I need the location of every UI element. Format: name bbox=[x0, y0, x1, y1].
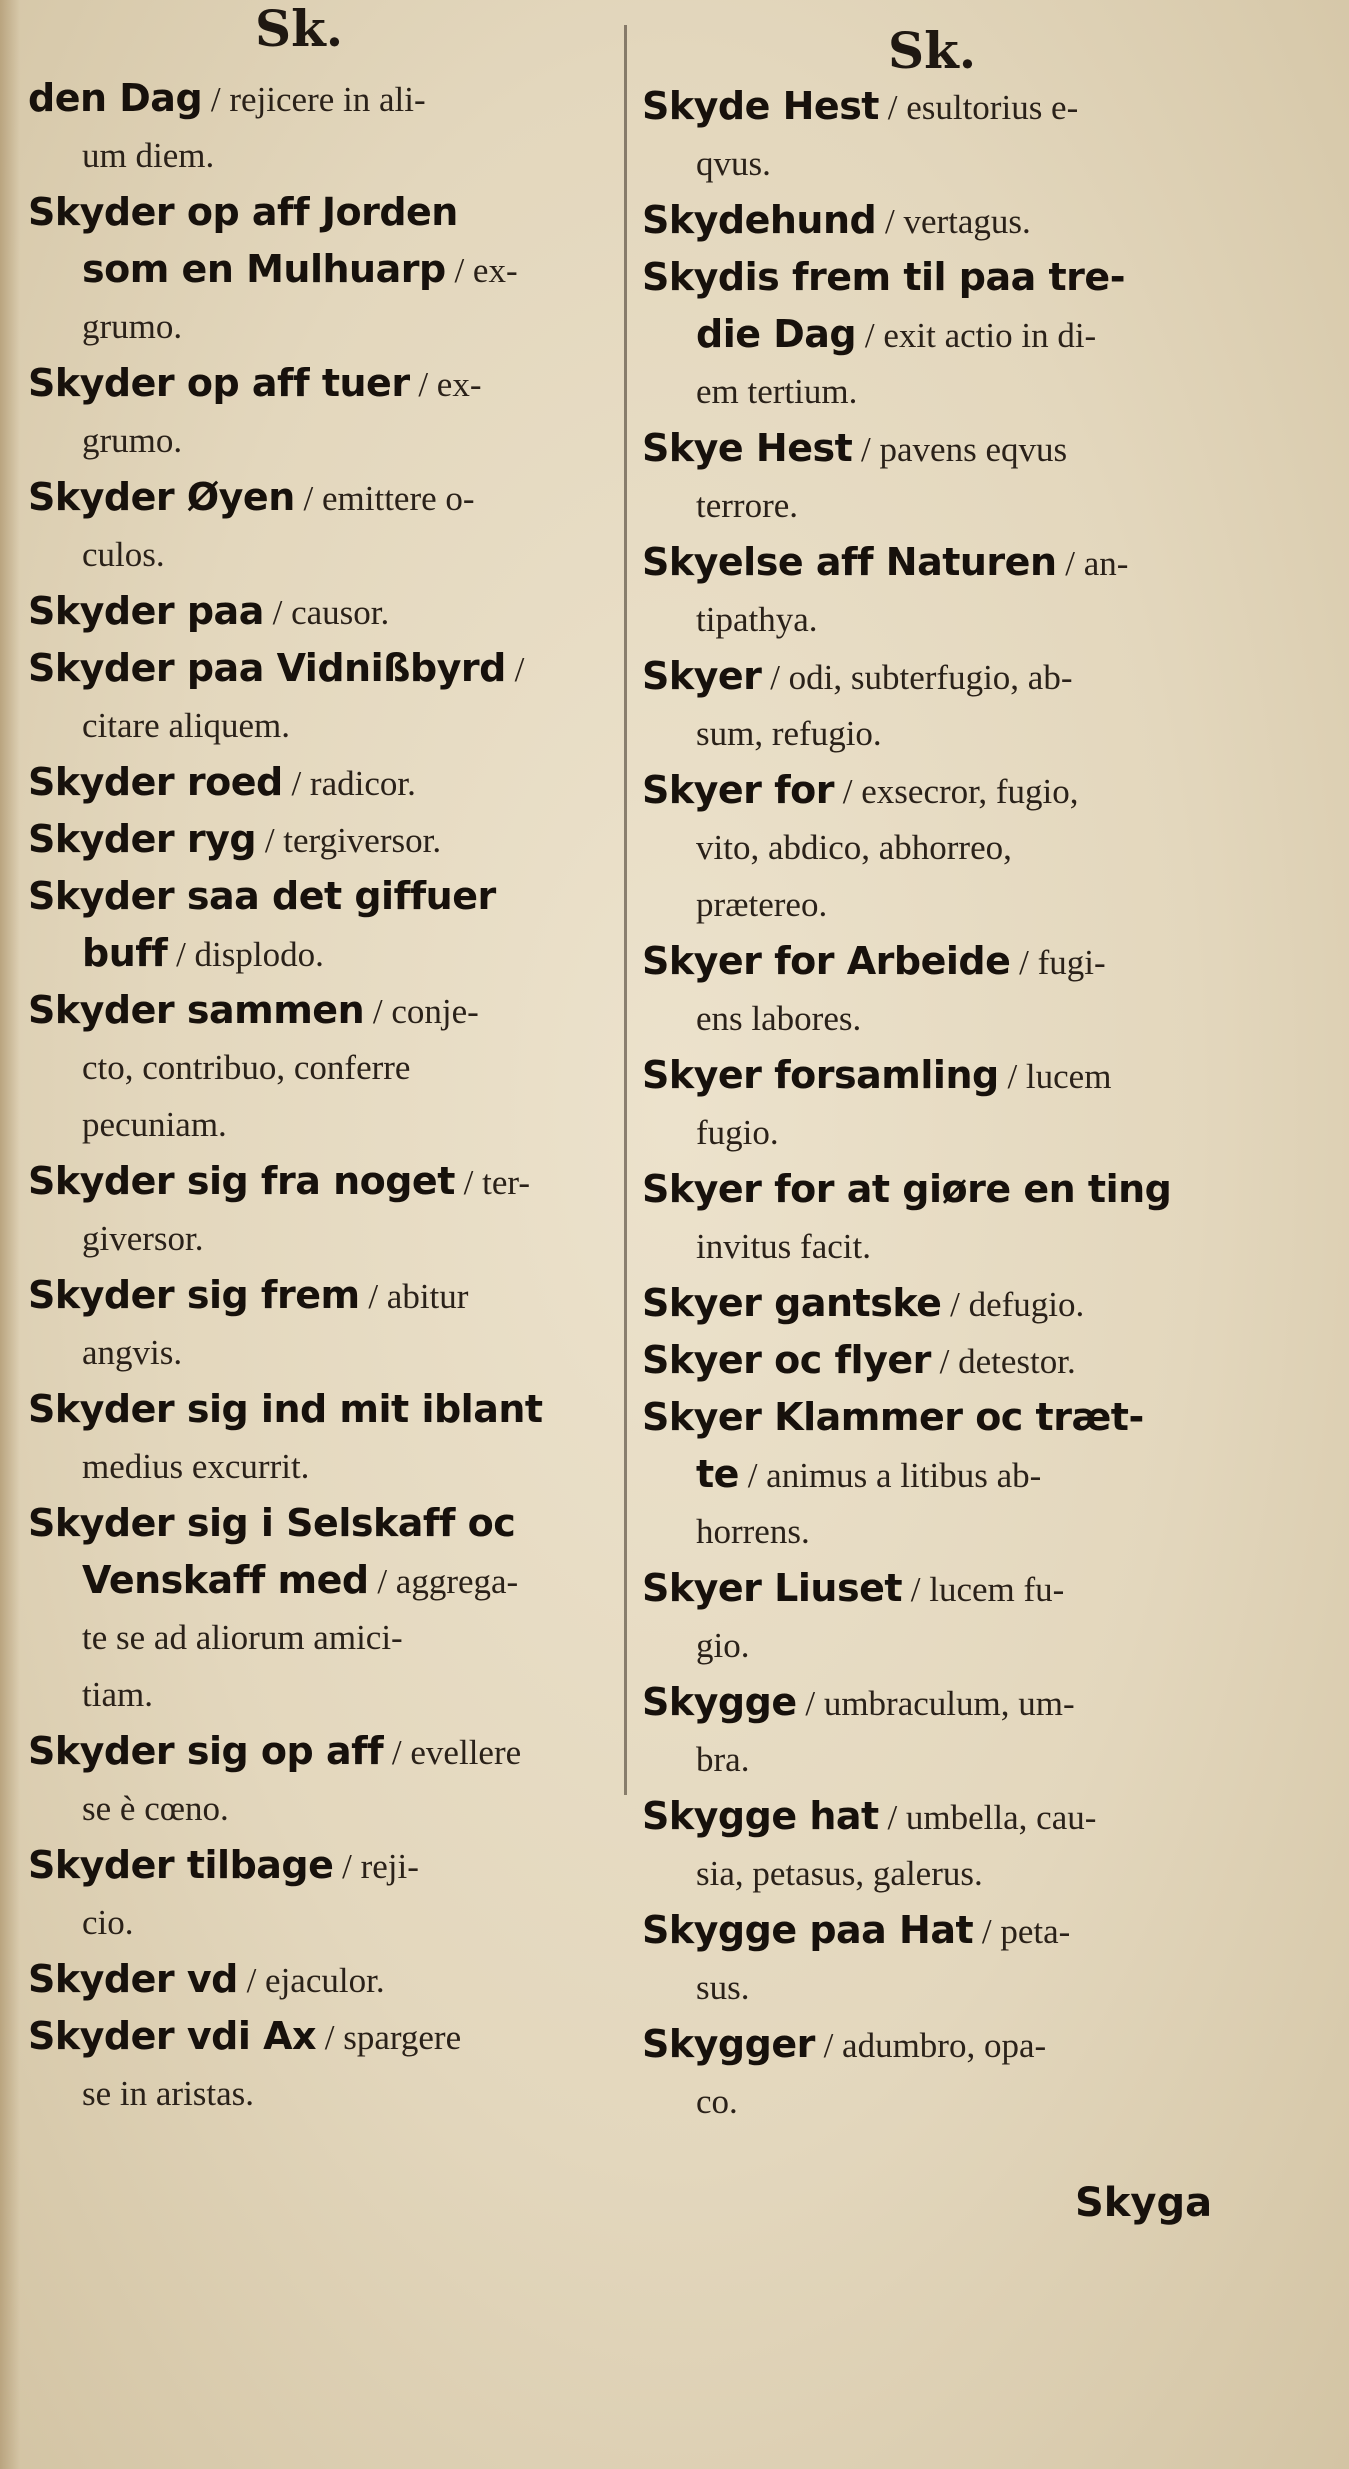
entry-headword: Venskaff med bbox=[82, 1558, 369, 1602]
entry-line bbox=[28, 1267, 613, 1324]
entry-line bbox=[28, 1552, 613, 1609]
entry-line bbox=[642, 591, 1242, 648]
entry-latin-gloss: / radicor. bbox=[282, 764, 416, 803]
dictionary-entry bbox=[642, 1161, 1242, 1275]
entry-line bbox=[28, 1894, 613, 1951]
entry-line bbox=[28, 526, 613, 583]
entry-headword: Skyder op aff Jorden bbox=[28, 190, 458, 234]
dictionary-entry bbox=[28, 754, 613, 811]
entry-latin-gloss: / aggrega- bbox=[368, 1562, 519, 1601]
entry-line bbox=[642, 1788, 1242, 1845]
entry-latin-gloss: gio. bbox=[696, 1626, 750, 1665]
entry-headword: Skyder sig op aff bbox=[28, 1729, 384, 1773]
dictionary-entry bbox=[28, 70, 613, 184]
entry-line bbox=[28, 1096, 613, 1153]
entry-latin-gloss: / odi, subterfugio, ab- bbox=[761, 658, 1073, 697]
dictionary-entry bbox=[28, 469, 613, 583]
entry-latin-gloss: tipathya. bbox=[696, 600, 818, 639]
entry-latin-gloss: angvis. bbox=[82, 1333, 183, 1372]
entry-headword: Skydehund bbox=[642, 198, 877, 242]
entry-headword: Skyer Liuset bbox=[642, 1566, 902, 1610]
dictionary-entry bbox=[642, 1332, 1242, 1389]
dictionary-entry bbox=[28, 184, 613, 355]
dictionary-entry bbox=[28, 1495, 613, 1723]
entry-line bbox=[28, 1324, 613, 1381]
dictionary-entry bbox=[642, 1788, 1242, 1902]
entry-headword: buff bbox=[82, 931, 168, 975]
entry-headword: Skyder sig fra noget bbox=[28, 1159, 455, 1203]
entry-latin-gloss: cto, contribuo, conferre bbox=[82, 1048, 411, 1087]
entry-latin-gloss: / detestor. bbox=[930, 1342, 1076, 1381]
entry-latin-gloss: invitus facit. bbox=[696, 1227, 871, 1266]
entry-latin-gloss: / an- bbox=[1056, 544, 1129, 583]
entry-line bbox=[28, 754, 613, 811]
entry-line bbox=[28, 355, 613, 412]
entry-headword: Skyer for bbox=[642, 768, 835, 812]
entry-line bbox=[642, 1617, 1242, 1674]
entry-latin-gloss: / exsecror, fugio, bbox=[834, 772, 1079, 811]
entry-line bbox=[642, 1104, 1242, 1161]
entry-line bbox=[642, 990, 1242, 1047]
entry-line bbox=[642, 1332, 1242, 1389]
entry-line bbox=[28, 1609, 613, 1666]
entry-headword: Skyder sig frem bbox=[28, 1273, 360, 1317]
entry-line bbox=[642, 306, 1242, 363]
entry-line bbox=[28, 1210, 613, 1267]
entry-latin-gloss: / abitur bbox=[359, 1277, 469, 1316]
dictionary-entry bbox=[28, 640, 613, 754]
entry-line bbox=[642, 363, 1242, 420]
entry-latin-gloss: giversor. bbox=[82, 1219, 204, 1258]
entry-latin-gloss: / displodo. bbox=[167, 935, 324, 974]
entry-latin-gloss: bra. bbox=[696, 1740, 750, 1779]
right-column bbox=[642, 78, 1242, 2130]
entry-headword: Skyder roed bbox=[28, 760, 283, 804]
entry-latin-gloss: / lucem bbox=[998, 1057, 1112, 1096]
entry-headword: Skye Hest bbox=[642, 426, 853, 470]
dictionary-entry bbox=[642, 648, 1242, 762]
entry-headword: Skyder Øyen bbox=[28, 475, 295, 519]
entry-line bbox=[642, 819, 1242, 876]
entry-line bbox=[28, 811, 613, 868]
entry-headword: Skyder op aff tuer bbox=[28, 361, 410, 405]
dictionary-entry bbox=[28, 355, 613, 469]
entry-line bbox=[28, 1495, 613, 1552]
entry-headword: Skyer for at giøre en ting bbox=[642, 1167, 1172, 1211]
dictionary-entry bbox=[28, 2008, 613, 2122]
entry-line bbox=[642, 420, 1242, 477]
entry-latin-gloss: tiam. bbox=[82, 1675, 153, 1714]
entry-line bbox=[642, 1902, 1242, 1959]
entry-line bbox=[642, 2016, 1242, 2073]
entry-headword: Skyde Hest bbox=[642, 84, 879, 128]
entry-line bbox=[642, 1047, 1242, 1104]
entry-headword: Skyder paa bbox=[28, 589, 264, 633]
dictionary-entry bbox=[28, 1153, 613, 1267]
entry-headword: Skyder sammen bbox=[28, 988, 365, 1032]
entry-headword: Skyer gantske bbox=[642, 1281, 942, 1325]
dictionary-entry bbox=[642, 534, 1242, 648]
entry-line bbox=[28, 640, 613, 697]
entry-latin-gloss: qvus. bbox=[696, 144, 771, 183]
page-edge-shadow bbox=[0, 0, 20, 2469]
entry-latin-gloss: se in aristas. bbox=[82, 2074, 255, 2113]
entry-headword: Skygge paa Hat bbox=[642, 1908, 974, 1952]
dictionary-entry bbox=[642, 933, 1242, 1047]
entry-line bbox=[642, 1218, 1242, 1275]
entry-line bbox=[28, 1381, 613, 1438]
dictionary-entry bbox=[642, 1389, 1242, 1560]
entry-latin-gloss: / causor. bbox=[263, 593, 390, 632]
dictionary-entry bbox=[28, 583, 613, 640]
dictionary-entry bbox=[642, 1560, 1242, 1674]
entry-latin-gloss: medius excurrit. bbox=[82, 1447, 310, 1486]
dictionary-entry bbox=[28, 982, 613, 1153]
entry-headword: Skyer Klammer oc træt- bbox=[642, 1395, 1144, 1439]
entry-line bbox=[642, 1161, 1242, 1218]
entry-line bbox=[28, 583, 613, 640]
entry-latin-gloss: co. bbox=[696, 2082, 738, 2121]
entry-headword: Skyer for Arbeide bbox=[642, 939, 1011, 983]
entry-headword: Skyder vd bbox=[28, 1957, 238, 2001]
entry-headword: Skyder vdi Ax bbox=[28, 2014, 316, 2058]
entry-latin-gloss: pecuniam. bbox=[82, 1105, 227, 1144]
entry-latin-gloss: se è cœno. bbox=[82, 1789, 229, 1828]
entry-latin-gloss: sum, refugio. bbox=[696, 714, 882, 753]
entry-latin-gloss: culos. bbox=[82, 535, 165, 574]
dictionary-entry bbox=[642, 1047, 1242, 1161]
entry-line bbox=[28, 70, 613, 127]
dictionary-entry bbox=[642, 762, 1242, 933]
dictionary-entry bbox=[642, 2016, 1242, 2130]
entry-headword: Skydis frem til paa tre- bbox=[642, 255, 1125, 299]
entry-line bbox=[642, 648, 1242, 705]
entry-line bbox=[28, 1039, 613, 1096]
dictionary-entry bbox=[642, 1674, 1242, 1788]
entry-latin-gloss: / bbox=[505, 650, 525, 689]
entry-latin-gloss: sus. bbox=[696, 1968, 750, 2007]
catchword: Skyga bbox=[1075, 2180, 1213, 2226]
entry-line bbox=[28, 1438, 613, 1495]
entry-line bbox=[642, 1959, 1242, 2016]
entry-line bbox=[642, 1275, 1242, 1332]
entry-line bbox=[28, 868, 613, 925]
dictionary-entry bbox=[28, 868, 613, 982]
entry-line bbox=[642, 534, 1242, 591]
entry-headword: den Dag bbox=[28, 76, 203, 120]
entry-headword: die Dag bbox=[696, 312, 857, 356]
entry-line bbox=[28, 241, 613, 298]
entry-line bbox=[642, 1389, 1242, 1446]
entry-line bbox=[28, 697, 613, 754]
entry-line bbox=[642, 78, 1242, 135]
entry-latin-gloss: sia, petasus, galerus. bbox=[696, 1854, 983, 1893]
entry-line bbox=[642, 249, 1242, 306]
dictionary-entry bbox=[28, 1723, 613, 1837]
entry-line bbox=[28, 184, 613, 241]
dictionary-entry bbox=[28, 1837, 613, 1951]
dictionary-entry bbox=[28, 1267, 613, 1381]
entry-line bbox=[28, 1153, 613, 1210]
entry-headword: Skyelse aff Naturen bbox=[642, 540, 1057, 584]
entry-line bbox=[642, 1731, 1242, 1788]
entry-line bbox=[28, 1666, 613, 1723]
entry-line bbox=[642, 1845, 1242, 1902]
entry-line bbox=[28, 1837, 613, 1894]
entry-latin-gloss: horrens. bbox=[696, 1512, 810, 1551]
entry-headword: Skygge hat bbox=[642, 1794, 879, 1838]
entry-line bbox=[642, 762, 1242, 819]
dictionary-entry bbox=[642, 192, 1242, 249]
entry-latin-gloss: citare aliquem. bbox=[82, 706, 290, 745]
dictionary-entry bbox=[28, 1381, 613, 1495]
entry-line bbox=[642, 1503, 1242, 1560]
entry-headword: Skyder tilbage bbox=[28, 1843, 334, 1887]
entry-latin-gloss: terrore. bbox=[696, 486, 799, 525]
entry-headword: som en Mulhuarp bbox=[82, 247, 446, 291]
entry-latin-gloss: / defugio. bbox=[941, 1285, 1085, 1324]
entry-line bbox=[28, 925, 613, 982]
entry-latin-gloss: / peta- bbox=[973, 1912, 1071, 1951]
entry-latin-gloss: fugio. bbox=[696, 1113, 779, 1152]
left-column bbox=[28, 70, 613, 2122]
running-header-left: Sk. bbox=[255, 0, 344, 58]
entry-latin-gloss: / esultorius e- bbox=[878, 88, 1079, 127]
entry-headword: Skyder paa Vidnißbyrd bbox=[28, 646, 506, 690]
entry-headword: Skyer forsamling bbox=[642, 1053, 999, 1097]
dictionary-entry bbox=[642, 249, 1242, 420]
entry-line bbox=[28, 127, 613, 184]
entry-latin-gloss: ens labores. bbox=[696, 999, 862, 1038]
dictionary-entry bbox=[28, 1951, 613, 2008]
entry-latin-gloss: grumo. bbox=[82, 307, 183, 346]
entry-line bbox=[28, 1780, 613, 1837]
entry-latin-gloss: / evellere bbox=[383, 1733, 522, 1772]
entry-latin-gloss: um diem. bbox=[82, 136, 215, 175]
entry-latin-gloss: / umbraculum, um- bbox=[796, 1684, 1075, 1723]
entry-latin-gloss: / vertagus. bbox=[876, 202, 1031, 241]
entry-latin-gloss: / fugi- bbox=[1010, 943, 1106, 982]
dictionary-entry bbox=[642, 1902, 1242, 2016]
entry-headword: Skyer oc flyer bbox=[642, 1338, 931, 1382]
entry-line bbox=[642, 876, 1242, 933]
entry-latin-gloss: vito, abdico, abhorreo, bbox=[696, 828, 1012, 867]
entry-line bbox=[642, 192, 1242, 249]
entry-line bbox=[28, 1951, 613, 2008]
entry-latin-gloss: / ex- bbox=[409, 365, 482, 404]
entry-latin-gloss: / exit actio in di- bbox=[856, 316, 1097, 355]
entry-headword: Skyer bbox=[642, 654, 762, 698]
entry-line bbox=[28, 412, 613, 469]
entry-line bbox=[28, 2065, 613, 2122]
entry-latin-gloss: / spargere bbox=[316, 2018, 462, 2057]
entry-line bbox=[642, 705, 1242, 762]
entry-latin-gloss: cio. bbox=[82, 1903, 134, 1942]
entry-line bbox=[642, 135, 1242, 192]
entry-headword: Skyder sig i Selskaff oc bbox=[28, 1501, 516, 1545]
entry-latin-gloss: em tertium. bbox=[696, 372, 858, 411]
entry-latin-gloss: / emittere o- bbox=[294, 479, 475, 518]
entry-headword: te bbox=[696, 1452, 739, 1496]
entry-line bbox=[642, 477, 1242, 534]
entry-line bbox=[642, 2073, 1242, 2130]
entry-latin-gloss: / umbella, cau- bbox=[878, 1798, 1097, 1837]
entry-latin-gloss: / adumbro, opa- bbox=[814, 2026, 1047, 2065]
entry-latin-gloss: / ex- bbox=[445, 251, 518, 290]
entry-headword: Skygger bbox=[642, 2022, 815, 2066]
entry-latin-gloss: prætereo. bbox=[696, 885, 828, 924]
entry-headword: Skyder saa det giffuer bbox=[28, 874, 496, 918]
entry-line bbox=[642, 1560, 1242, 1617]
entry-latin-gloss: / animus a litibus ab- bbox=[738, 1456, 1042, 1495]
running-header-right: Sk. bbox=[888, 21, 977, 80]
entry-headword: Skyder ryg bbox=[28, 817, 257, 861]
entry-line bbox=[28, 1723, 613, 1780]
entry-line bbox=[642, 1446, 1242, 1503]
entry-headword: Skygge bbox=[642, 1680, 797, 1724]
entry-line bbox=[28, 2008, 613, 2065]
entry-latin-gloss: / tergiversor. bbox=[256, 821, 442, 860]
entry-latin-gloss: / ter- bbox=[454, 1163, 530, 1202]
entry-latin-gloss: te se ad aliorum amici- bbox=[82, 1618, 403, 1657]
entry-latin-gloss: grumo. bbox=[82, 421, 183, 460]
entry-latin-gloss: / reji- bbox=[333, 1847, 419, 1886]
dictionary-entry bbox=[642, 78, 1242, 192]
entry-latin-gloss: / pavens eqvus bbox=[852, 430, 1068, 469]
entry-line bbox=[28, 982, 613, 1039]
entry-headword: Skyder sig ind mit iblant bbox=[28, 1387, 543, 1431]
entry-line bbox=[642, 1674, 1242, 1731]
entry-line bbox=[642, 933, 1242, 990]
entry-latin-gloss: / rejicere in ali- bbox=[202, 80, 426, 119]
entry-line bbox=[28, 469, 613, 526]
dictionary-entry bbox=[28, 811, 613, 868]
entry-latin-gloss: / ejaculor. bbox=[237, 1961, 385, 2000]
entry-line bbox=[28, 298, 613, 355]
entry-latin-gloss: / conje- bbox=[364, 992, 479, 1031]
entry-latin-gloss: / lucem fu- bbox=[902, 1570, 1065, 1609]
dictionary-entry bbox=[642, 420, 1242, 534]
dictionary-entry bbox=[642, 1275, 1242, 1332]
column-divider bbox=[624, 25, 627, 1795]
